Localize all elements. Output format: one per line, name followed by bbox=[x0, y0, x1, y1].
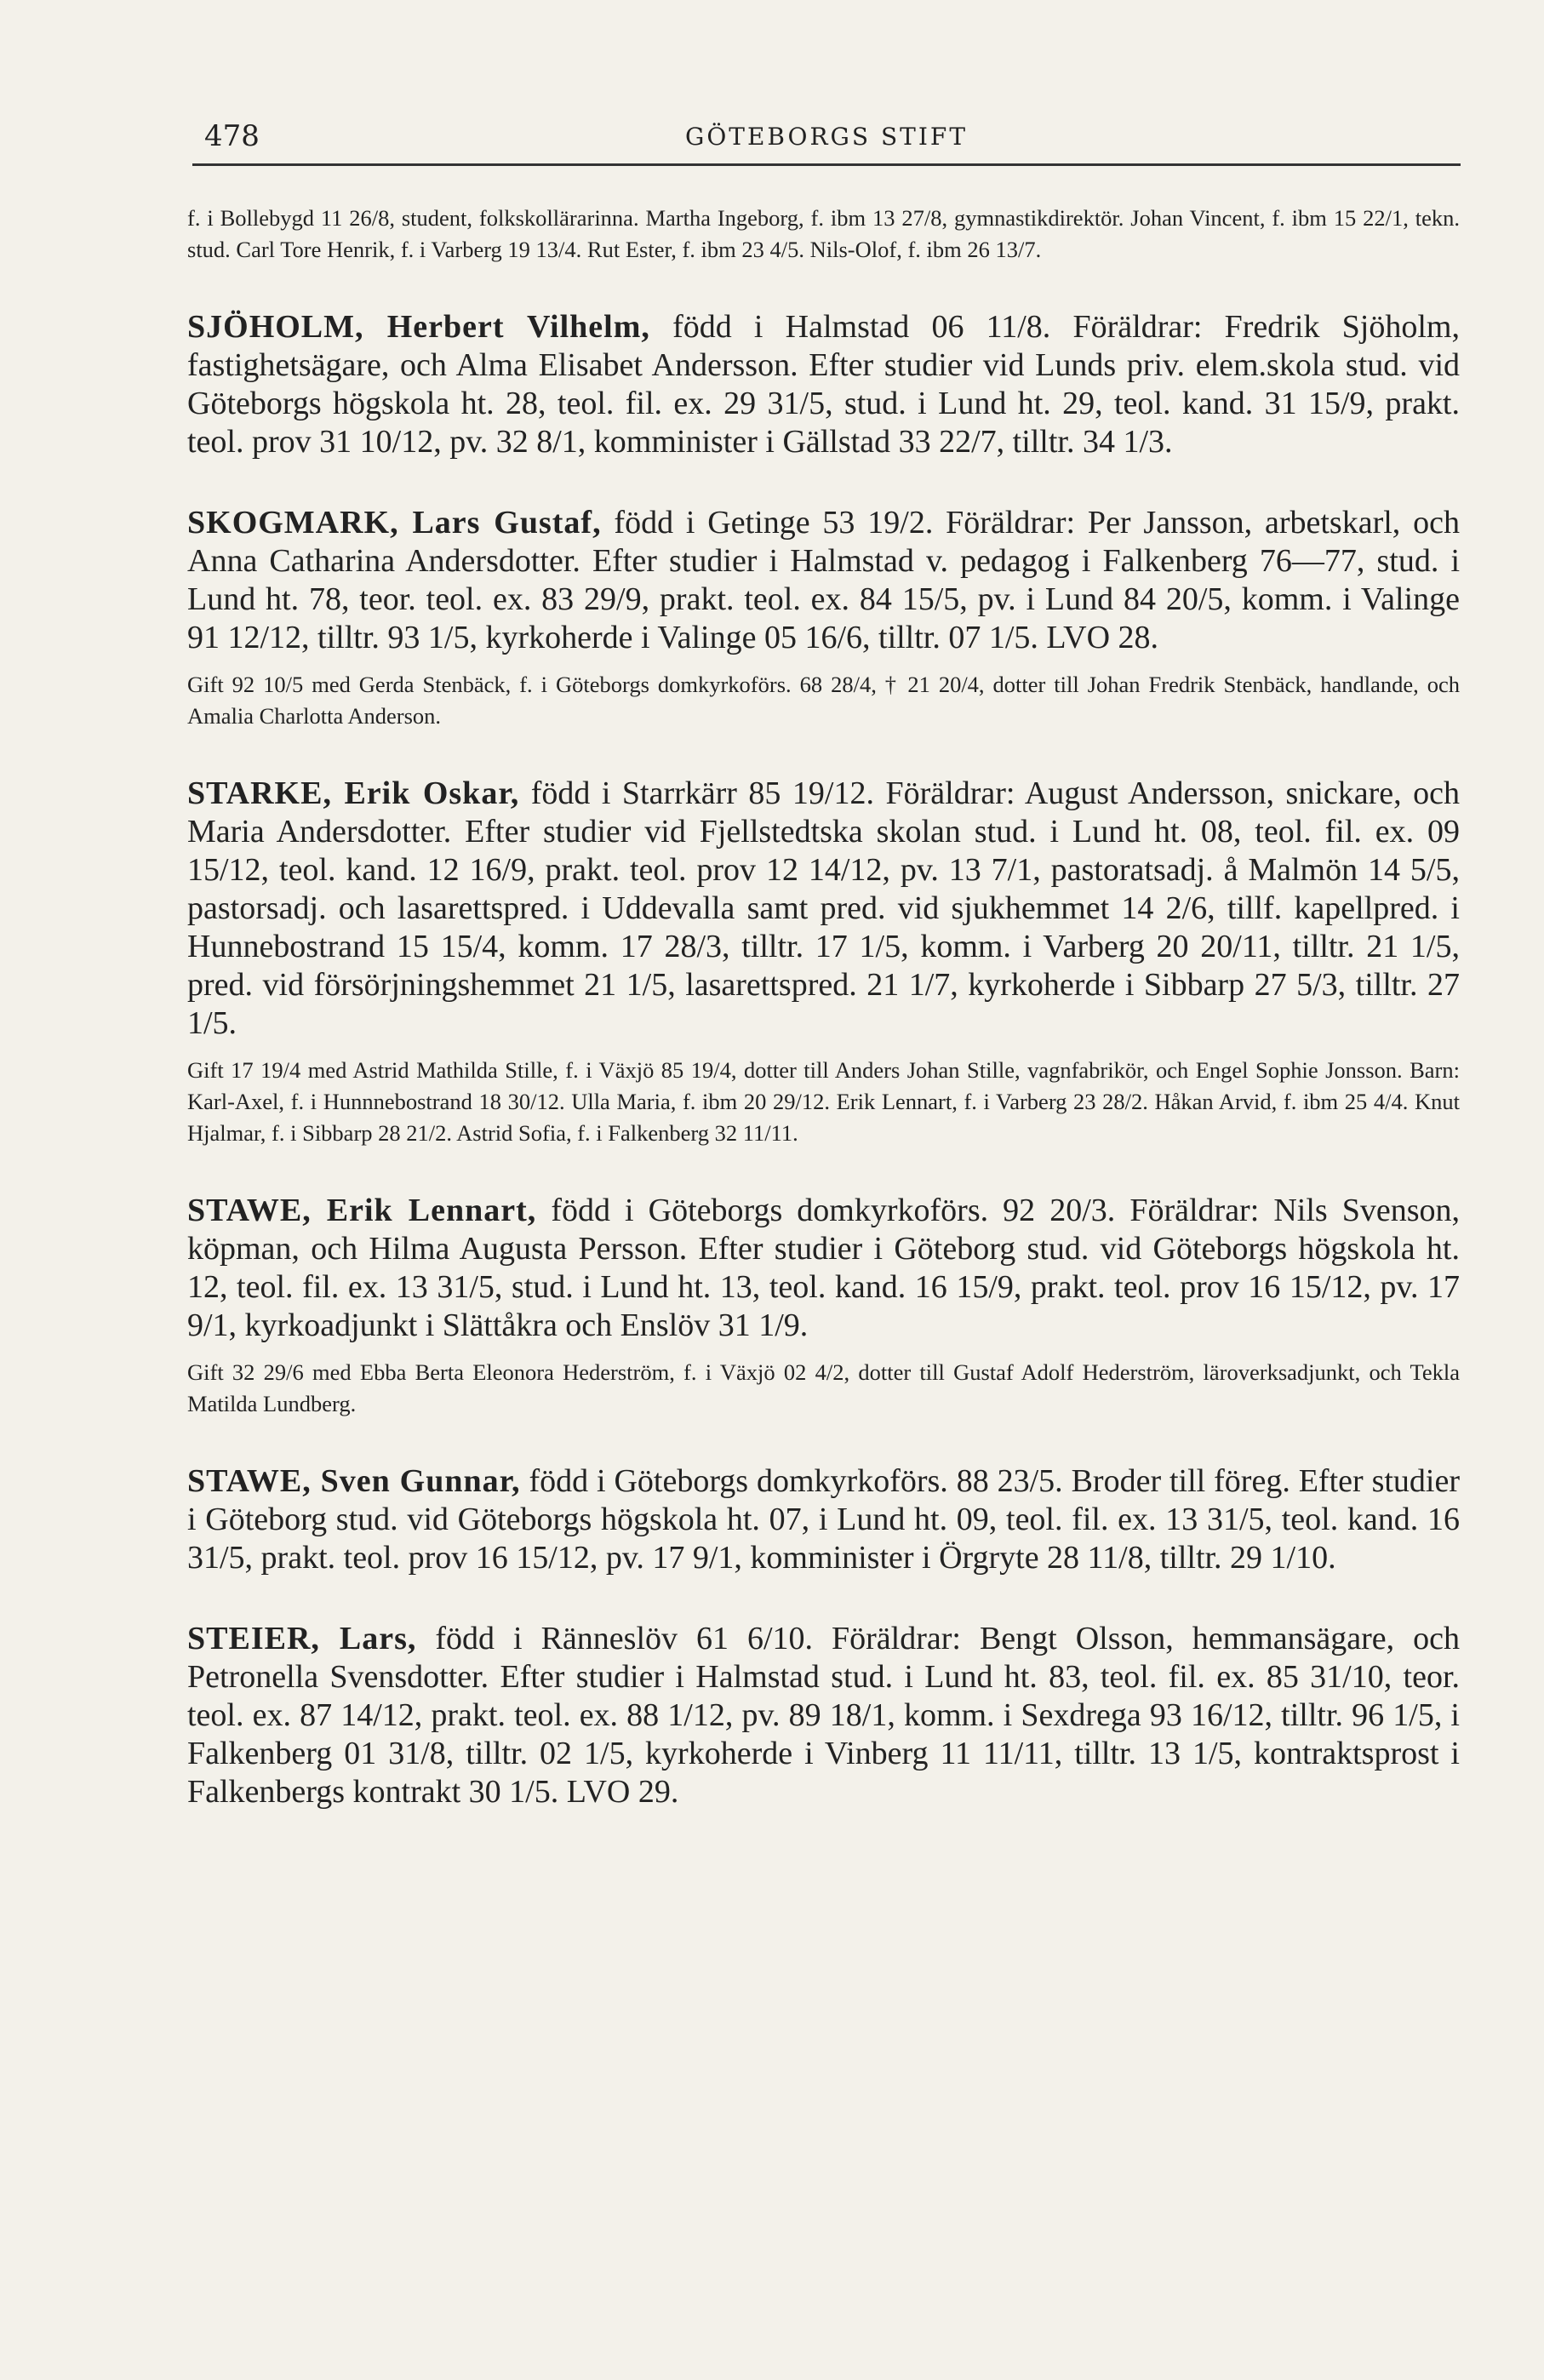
page-number: 478 bbox=[204, 119, 260, 153]
entry-text: född i Göteborgs domkyrkoförs. 92 20/3. Föräldrar: Nils Svenson, köpman, och Hilma Augusta Persson. Efter studier i Göteborg stud. vid Göteborgs högskola ht. 12, teol. fil. ex. 13 31/5, stud. i Lund ht. 13, teol. kand. 16 15/9, prakt. teol. prov 16 15/12, pv. 17 9/1, kyrkoadjunkt i Slättåkra och Enslöv 31 1/9. bbox=[187, 1193, 1461, 1343]
entry-name: SKOGMARK, Lars Gustaf, bbox=[187, 505, 602, 541]
entry-sjoholm bbox=[187, 308, 1460, 461]
entry-text: född i Ränneslöv 61 6/10. Föräldrar: Bengt Olsson, hemmansägare, och Petronella Svensdotter. Efter studier i Halmstad stud. i Lund ht. 83, teol. fil. ex. 85 31/10, teor. teol. ex. 87 14/12, prakt. teol. ex. 88 1/12, pv. 89 18/1, komm. i Sexdrega 93 16/12, tilltr. 96 1/5, i Falkenberg 01 31/8, tilltr. 02 1/5, kyrkoherde i Vinberg 11 11/11, tilltr. 13 1/5, kontraktsprost i Falkenbergs kontrakt 30 1/5. LVO 29. bbox=[187, 1621, 1461, 1810]
entry-gift: Gift 32 29/6 med Ebba Berta Eleonora Hederström, f. i Växjö 02 4/2, dotter till Gustaf Adolf Hederström, läroverksadjunkt, och Tekla Matilda Lundberg. bbox=[187, 1359, 1460, 1416]
entry-text: född i Halmstad 06 11/8. Föräldrar: Fredrik Sjöholm, fastighetsägare, och Alma Elisabet Andersson. Efter studier vid Lunds priv. elem.skola stud. vid Göteborgs högskola ht. 28, teol. fil. ex. 29 31/5, stud. i Lund ht. 29, teol. kand. 31 15/9, prakt. teol. prov 31 10/12, pv. 32 8/1, komminister i Gällstad 33 22/7, tilltr. 34 1/3. bbox=[187, 309, 1460, 460]
page-header bbox=[192, 119, 1461, 166]
entry-name: STAWE, Sven Gunnar, bbox=[187, 1463, 521, 1499]
intro-text: f. i Bollebygd 11 26/8, student, folkskollärarinna. Martha Ingeborg, f. ibm 13 27/8, gymnastikdirektör. Johan Vincent, f. ibm 15 22/1, tekn. stud. Carl Tore Henrik, f. i Varberg 19 13/4. Rut Ester, f. ibm 23 4/5. Nils-Olof, f. ibm 26 13/7. bbox=[187, 205, 1460, 262]
running-title: GÖTEBORGS STIFT bbox=[684, 123, 969, 151]
entry-skogmark bbox=[187, 504, 1460, 732]
entry-text: född i Getinge 53 19/2. Föräldrar: Per Jansson, arbetskarl, och Anna Catharina Andersdotter. Efter studier i Halmstad v. pedagog i Falkenberg 76—77, stud. i Lund ht. 78, teor. teol. ex. 83 29/9, prakt. teol. ex. 84 15/5, pv. i Lund 84 20/5, komm. i Valinge 91 12/12, tilltr. 93 1/5, kyrkoherde i Valinge 05 16/6, tilltr. 07 1/5. LVO 28. bbox=[187, 505, 1460, 655]
entry-name: STARKE, Erik Oskar, bbox=[187, 775, 520, 811]
entry-text: född i Starrkärr 85 19/12. Föräldrar: August Andersson, snickare, och Maria Andersdotter. Efter studier vid Fjellstedtska skolan stud. i Lund ht. 08, teol. fil. ex. 09 15/12, teol. kand. 12 16/9, prakt. teol. prov 12 14/12, pv. 13 7/1, pastoratsadj. å Malmön 14 5/5, pastorsadj. och lasarettspred. i Uddevalla samt pred. vid sjukhemmet 14 2/6, tillf. kapellpred. i Hunnebostrand 15 15/4, komm. 17 28/3, tilltr. 17 1/5, komm. i Varberg 20 20/11, tilltr. 21 1/5, pred. vid försörjningshemmet 21 1/5, lasarettspred. 21 1/7, kyrkoherde i Sibbarp 27 5/3, tilltr. 27 1/5. bbox=[187, 775, 1460, 1041]
entry-text: född i Göteborgs domkyrkoförs. 88 23/5. Broder till föreg. Efter studier i Göteborg stud. vid Göteborgs högskola ht. 07, i Lund ht. 09, teol. fil. ex. 13 31/5, teol. kand. 16 31/5, prakt. teol. prov 16 15/12, pv. 17 9/1, komminister i Örgryte 28 11/8, tilltr. 29 1/10. bbox=[187, 1463, 1460, 1576]
entry-steier bbox=[187, 1620, 1460, 1811]
entry-stawe-sven bbox=[187, 1462, 1460, 1577]
entry-name: SJÖHOLM, Herbert Vilhelm, bbox=[187, 309, 650, 345]
entry-stawe-erik bbox=[187, 1192, 1460, 1420]
entry-name: STEIER, Lars, bbox=[187, 1621, 417, 1656]
entry-gift: Gift 92 10/5 med Gerda Stenbäck, f. i Göteborgs domkyrkoförs. 68 28/4, † 21 20/4, dotter till Johan Fredrik Stenbäck, handlande, och Amalia Charlotta Anderson. bbox=[187, 672, 1460, 729]
entries bbox=[187, 203, 1460, 1811]
entry-gift: Gift 17 19/4 med Astrid Mathilda Stille, f. i Växjö 85 19/4, dotter till Anders Johan Stille, vagnfabrikör, och Engel Sophie Jonsson. Barn: Karl-Axel, f. i Hunnnebostrand 18 30/12. Ulla Maria, f. ibm 20 29/12. Erik Lennart, f. i Varberg 23 28/2. Håkan Arvid, f. ibm 25 4/4. Knut Hjalmar, f. i Sibbarp 28 21/2. Astrid Sofia, f. i Falkenberg 32 11/11. bbox=[187, 1057, 1460, 1146]
entry-name: STAWE, Erik Lennart, bbox=[187, 1193, 537, 1228]
entry-starke bbox=[187, 775, 1460, 1149]
